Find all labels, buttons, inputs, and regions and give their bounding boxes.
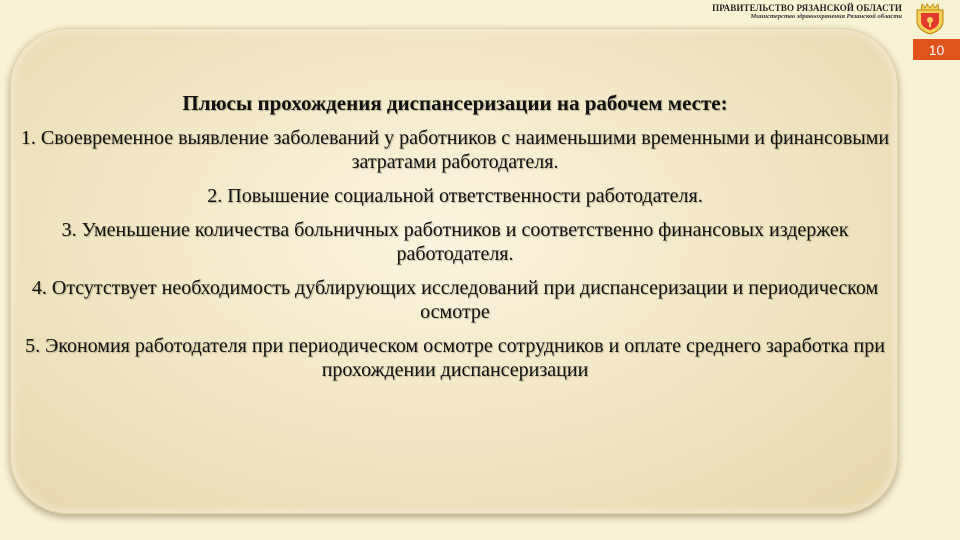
list-item-3: 3. Уменьшение количества больничных работников и соответственно финансовых издержек работодателя. xyxy=(61,219,849,265)
list-item-4: 4. Отсутствует необходимость дублирующих исследований при диспансеризации и периодическом осмотре xyxy=(31,277,879,323)
slide-content xyxy=(20,58,890,382)
organization-name: ПРАВИТЕЛЬСТВО РЯЗАНСКОЙ ОБЛАСТИ xyxy=(712,3,902,13)
header xyxy=(712,4,902,21)
list-item-2: 2. Повышение социальной ответственности работодателя. xyxy=(207,185,703,207)
list-item-1: 1. Своевременное выявление заболеваний у работников с наименьшими временными и финансовыми затратами работодателя. xyxy=(20,127,890,173)
list-item-5: 5. Экономия работодателя при периодическом осмотре сотрудников и оплате среднего заработка при прохождении диспансеризации xyxy=(25,335,885,381)
coat-of-arms-icon xyxy=(913,1,947,35)
page-number-badge: 10 xyxy=(913,39,960,60)
slide-title: Плюсы прохождения диспансеризации на рабочем месте: xyxy=(182,91,728,115)
ministry-name: Министерство здравоохранения Рязанской области xyxy=(750,13,902,21)
